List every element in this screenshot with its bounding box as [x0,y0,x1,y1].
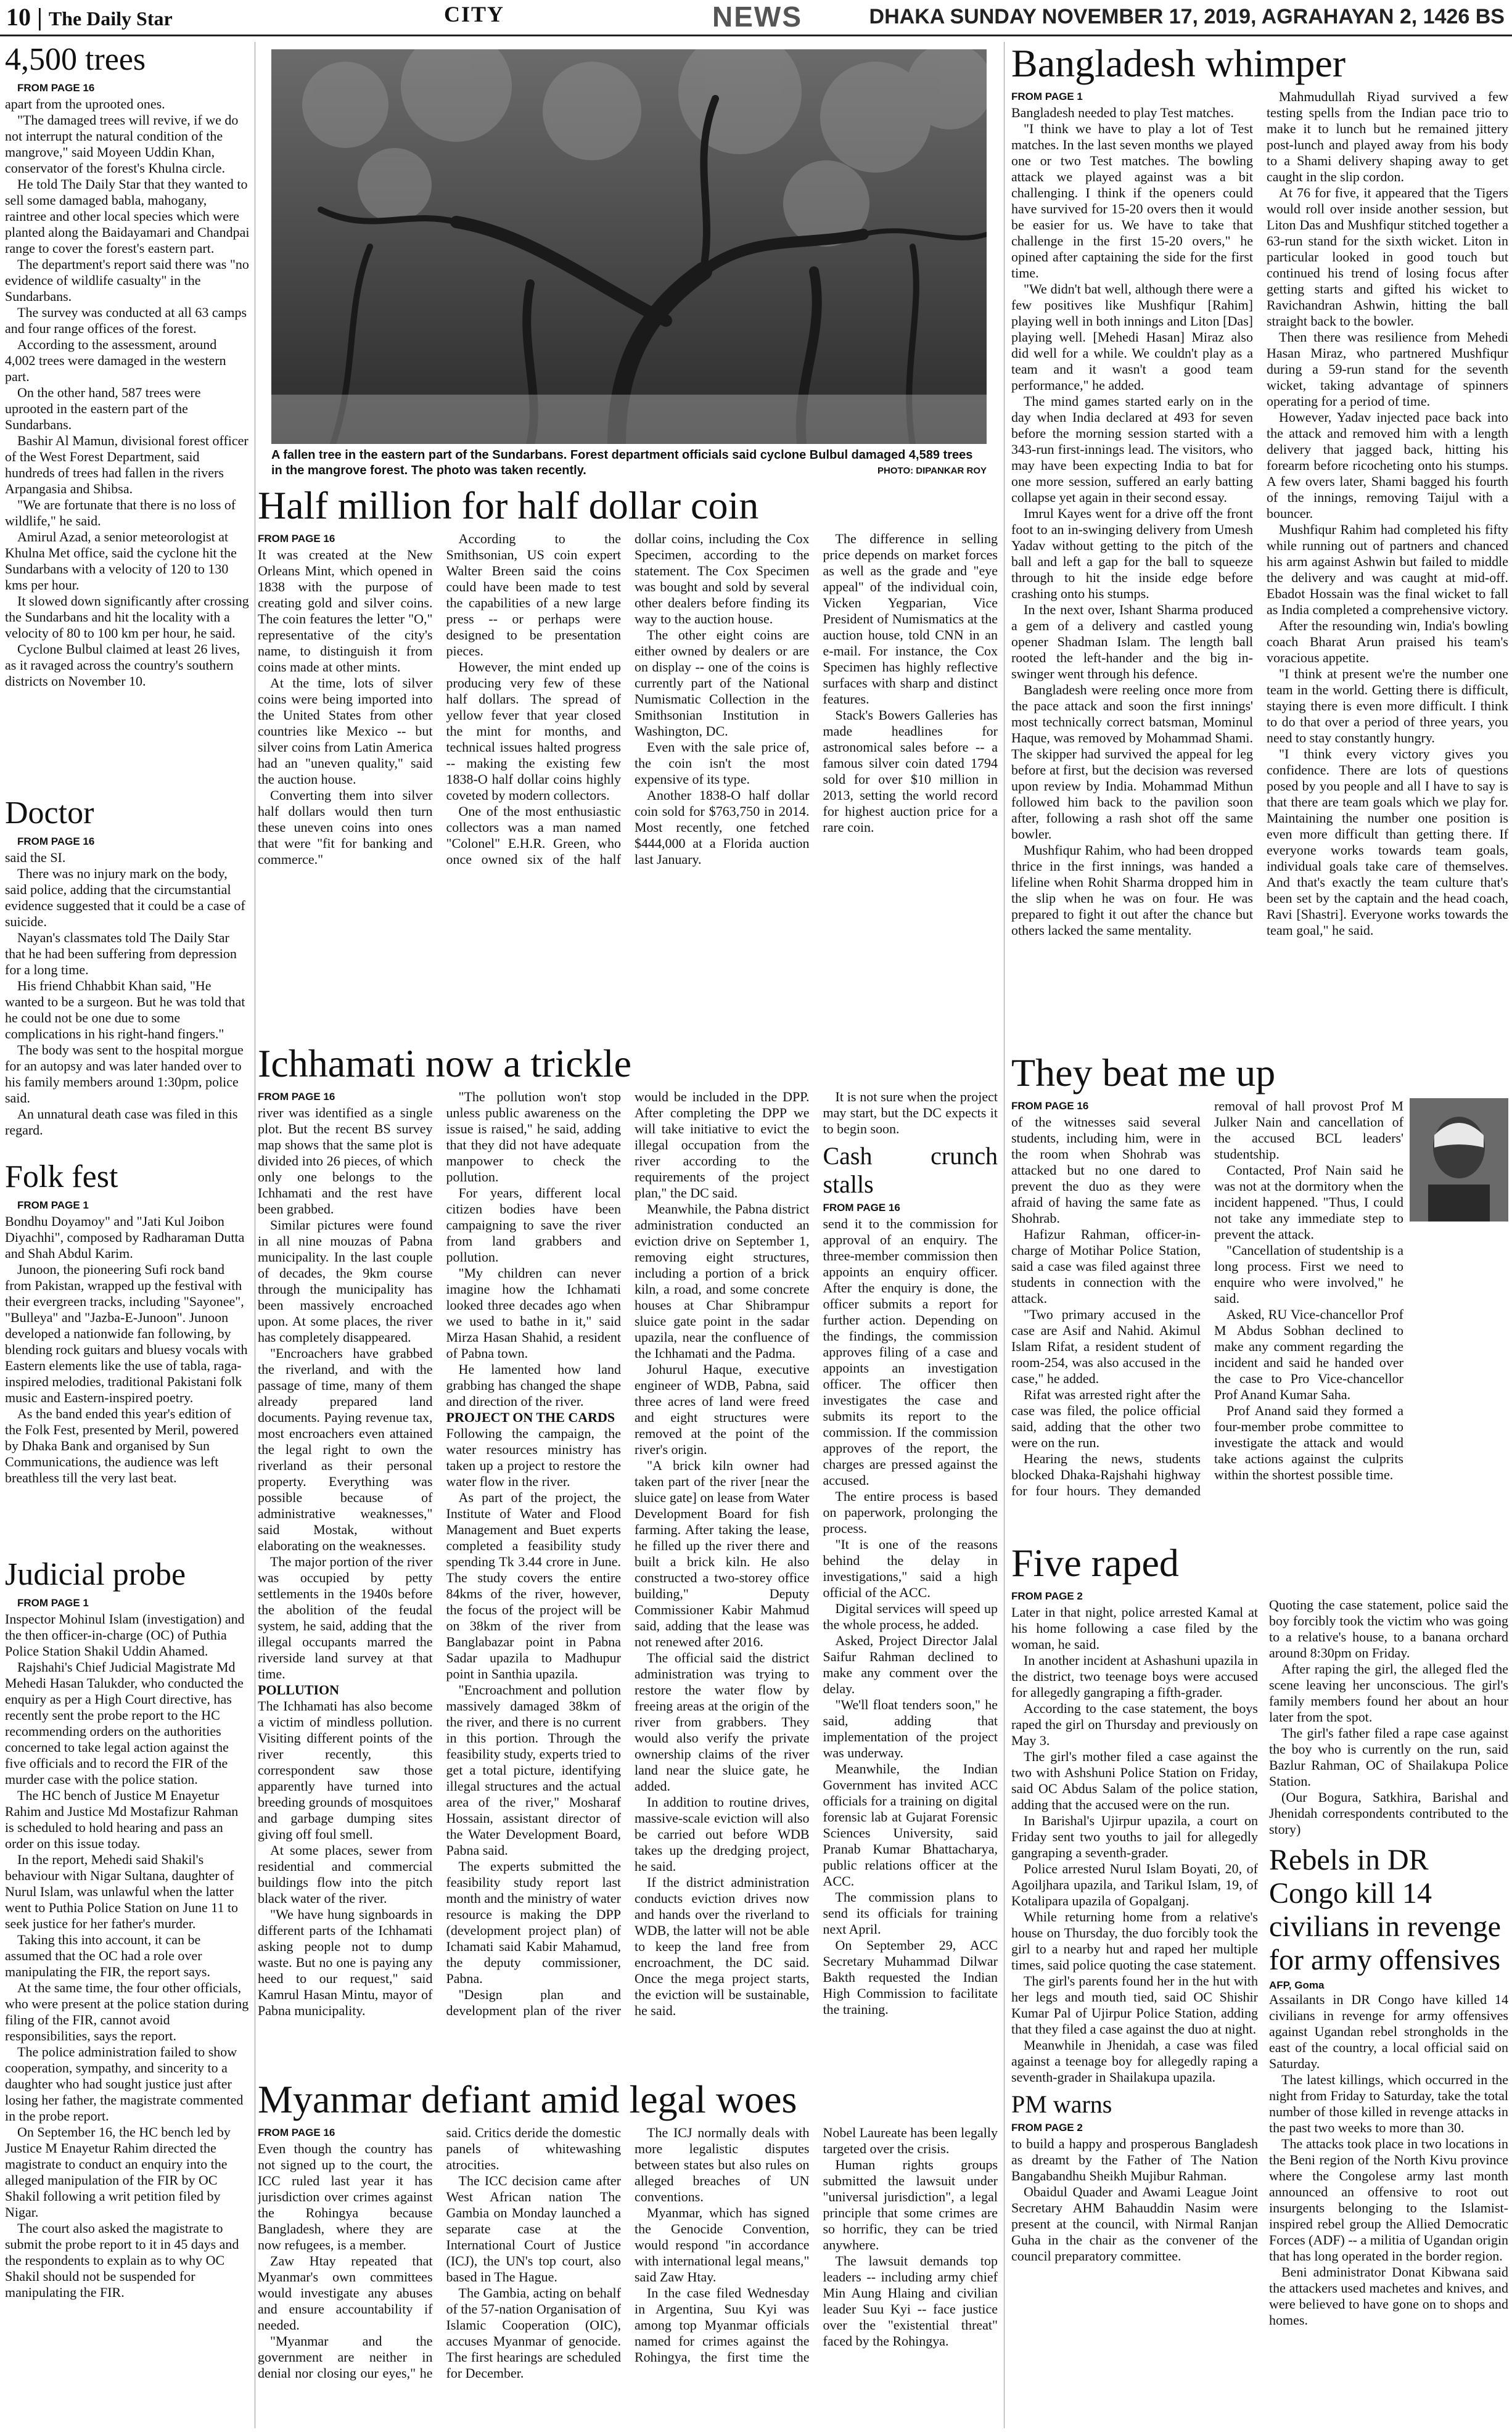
headline-five-raped: Five raped [1011,1542,1179,1585]
beat-body: FROM PAGE 16 of the witnesses said several students, including him, were in the room when Shohrab was attacked but no one dared to prevent the duo as they were afraid of having the same fate as Shohrab. Hafizur Rahman, officer-in-charge of Motihar Police Station, said a case was filed against three students in connection with the attack. "Two primary accused in the case are Asif and Nahid. Akimul Islam Rifat, a resident student of room-254, was also accused in the case," he added. Rifat was arrested right after the case was filed, the police official said, adding that the other two were on the run. Hearing the news, students blocked Dhaka-Rajshahi highway for four hours. They demanded removal of hall provost Prof M Julker Nain and cancellation of the accused BCL leaders' studentship. Contacted, Prof Nain said he was not at the dormitory when the incident happened. "Thus, I could not take any immediate step to prevent the attack. "Cancellation of studentship is a long process. First we need to enquire who were involved," he said. Asked, RU Vice-chancellor Prof M Abdus Sobhan declined to make any comment regarding the incident and said he handed over the case to Pro Vice-chancellor Prof Anand Kumar Saha. Prof Anand said they formed a four-member probe committee to investigate the attack and would take actions against the culprits within the shortest possible time. [1011,1098,1403,1498]
congo-body: Assailants in DR Congo have killed 14 civilians in revenge for army offensives against Ugandan rebel strongholds in the east of the country, a local official said on Saturday. The latest killings, which occurred in the night from Friday to Saturday, take the total number of those killed in revenge attacks in the past two weeks to more than 30. The attacks took place in two locations in the Beni region of the North Kivu province where the Congolese army last month announced an offensive to root out insurgents belonging to the Islamist-inspired rebel group the Allied Democratic Forces (ADF) -- a militia of Ugandan origin that has long operated in the border region. Beni administrator Donat Kibwana said the attackers used machetes and knives, and were believed to have gone on to shops and homes. [1269,1992,1508,2328]
jump-line: FROM PAGE 16 [258,2127,335,2138]
subhead-project: PROJECT ON THE CARDS [446,1410,615,1425]
jump-line: FROM PAGE 16 [17,82,95,94]
jump-line: FROM PAGE 1 [1011,91,1083,102]
headline-myanmar: Myanmar defiant amid legal woes [258,2078,797,2121]
jump-line: FROM PAGE 16 [823,1202,900,1213]
fallen-tree-image [271,49,987,444]
section-label: CITY [444,2,505,27]
dateline-congo: AFP, Goma [1269,1979,1325,1991]
jump-line: FROM PAGE 1 [17,1199,89,1211]
article-ichhamati [258,1042,998,2072]
paper-name: The Daily Star [48,7,173,30]
subhead-pollution: POLLUTION [258,1682,340,1698]
masthead [0,0,1512,36]
whimper-body: FROM PAGE 1 Bangladesh needed to play Test matches. "I think we have to play a lot of Test matches. In the last seven months we played one or two Test matches. The bowling attack we played against was a bit challenging. I think if the openers could have survived for 15-20 overs then it would be easier for us. We have to take that challenge in the first 15-20 overs," he opined after captaining the side for the first time. "We didn't bat well, although there were a few positives like Mushfiqur [Rahim] playing well in both innings and Liton [Das] playing well. [Mehedi Hasan] Miraz also did well for a while. We couldn't play as a team and it wasn't a good team performance," he added. The mind games started early on in the day when India declared at 493 for seven before the morning session started with a 343-run first-innings lead. The visitors, who may have been expecting India to bat for one more session, suffered an early batting collapse yet again in their second essay. Imrul Kayes went for a drive off the front foot to an in-swinging delivery from Umesh Yadav without getting to the pitch of the ball and left a gap for the ball to squeeze through to hit the inside edge before crashing onto his stumps. In the next over, Ishant Sharma produced a gem of a delivery and castled young opener Shadman Islam. The length ball rooted the left-hander and the big in-swinger went through his defence. Bangladesh were reeling once more from the pace attack and soon the first innings' most technically correct batsman, Mominul Haque, was removed by Mohammad Shami. The skipper had survived the appeal for leg before at first, but the decision was reversed upon review by India. Mohammad Mithun followed him back to the pavilion soon after, following a rash shot off the same bowler. Mushfiqur Rahim, who had been dropped thrice in the first innings, was handed a lifeline when Rohit Sharma dropped him in the slip when he was on four. He was prepared to fight it out after the chance but others lacked the same mentality. Mahmudullah Riyad survived a few testing spells from the Indian pace trio to make it to lunch but he remained jittery post-lunch and played away from his body to a Shami delivery shaping away to get caught in the slip cordon. At 76 for five, it appeared that the Tigers would roll over inside another session, but Liton Das and Mushfiqur stitched together a 63-run stand for the sixth wicket. Liton in particular looked in good touch but continued his trend of losing focus after getting starts and gifted his wicket to Ravichandran Ashwin, hitting the ball straight back to the bowler. Then there was resilience from Mehedi Hasan Miraz, who partnered Mushfiqur during a 59-run stand for the seventh wicket, taking advantage of spinners operating for a period of time. However, Yadav injected pace back into the attack and removed him with a length delivery that jagged back, hitting his forearm before ricocheting onto his stumps. A few overs later, Shami bagged his fourth of the innings, removing Taijul with a bouncer. Mushfiqur Rahim had completed his fifty while running out of partners and chanced his arm against Ashwin but failed to middle the delivery and was caught at mid-off. Ebadot Hossain was the final wicket to fall as India completed a comprehensive victory. After the resounding win, India's bowling coach Bharat Arun praised his team's voracious appetite. "I think at present we're the number one team in the world. Getting there is difficult, staying there is even more difficult. I think to do that over a period of three years, you need to stay constantly hungry. "I think every victory gives you confidence. There are lots of questions posed by you people and all I have to say is that there are team goals which we play for. Maintaining the number one position is even more difficult than getting there. If everyone works towards team goals, individual goals take care of themselves. And that's exactly the team culture that's been set by the captain and the head coach, Ravi [Shastri]. Everyone works towards the team goal," he said. [1011,89,1508,938]
sundarbans-photo [271,49,987,444]
article-doctor: Doctor FROM PAGE 16 said the SI. There was no injury mark on the body, said police, adding that the circumstantial evidence suggested that it could be a case of suicide. Nayan's classmates told The Daily Star that he had been suffering from depression for a long time. His friend Chhabbit Khan said, "He wanted to be a surgeon. But he was told that he could not be one due to some complications in his right-hand fingers." The body was sent to the hospital morgue for an autopsy and was later handed over to his family members around 1:30pm, police said. An unnatural death case was filed in this regard. [5,795,250,1159]
jump-line: FROM PAGE 1 [17,1597,89,1609]
jump-line: FROM PAGE 2 [1011,1590,1083,1602]
article-trees [5,42,250,788]
jump-line: FROM PAGE 16 [17,836,95,847]
headline-judicial-probe: Judicial probe [5,1557,186,1592]
half-million-body: FROM PAGE 16 It was created at the New Orleans Mint, which opened in 1838 with the purpose of creating gold and silver coins. The coin features the letter "O," representative of the city's name, to distinguish it from coins made at other mints. At the time, lots of silver coins were being imported into the United States from other countries like Mexico -- but silver coins from Latin America had an "uneven quality," said the auction house. Converting them into silver half dollars would then turn these uneven coins into ones that were "fit for banking and commerce." According to the Smithsonian, US coin expert Walter Breen said the coins could have been made to test the capabilities of a new large press -- or perhaps were designed to be presentation pieces. However, the mint ended up producing very few of these half dollars. The spread of yellow fever that year closed the mint for months, and technical issues halted progress -- making the existing few 1838-O half dollar coins highly coveted by modern collectors. One of the most enthusiastic collectors was a man named "Colonel" E.H.R. Green, who once owned six of the half dollar coins, including the Cox Specimen, according to the statement. The Cox Specimen was bought and sold by several other dealers before finding its way to the auction house. The other eight coins are either owned by dealers or are on display -- one of the coins is currently part of the National Numismatic Collection in the Smithsonian Institution in Washington, DC. Even with the sale price of, the coin isn't the most expensive of its type. Another 1838-O half dollar coin sold for $763,750 in 2014. Most recently, one fetched $444,000 at a Florida auction last January. The difference in selling price depends on market forces as well as the grade and "eye appeal" of the individual coin, Vicken Yegparian, Vice President of Numismatics at the auction house, told CNN in an e-mail. For instance, the Cox Specimen has highly reflective surfaces with sharp and distinct features. Stack's Bowers Galleries has made headlines for astronomical sales before -- a famous silver coin dated 1794 sold for over $10 million in 2013, setting the world record for highest auction price for a rare coin. [258,531,998,867]
article-they-beat-me-up [1011,1051,1508,1545]
column-rule [1004,42,1005,2428]
article-five-raped [1011,1542,1258,2429]
photo-caption: A fallen tree in the eastern part of the Sundarbans. Forest department officials said cyclone Bulbul damaged 4,589 trees in the mangrove forest. The photo was taken recently. PHOTO: DIPANKAR ROY [271,448,987,477]
jump-line: FROM PAGE 16 [1011,1100,1089,1112]
headline-bangladesh-whimper: Bangladesh whimper [1011,42,1346,85]
headline-cash-crunch: Cash crunch stalls [823,1142,998,1198]
jump-line: FROM PAGE 16 [258,533,335,544]
headline-folk-fest: Folk fest [5,1159,118,1194]
headline-half-million: Half million for half dollar coin [258,484,759,527]
page-number-and-paper: 10 | The Daily Star [6,3,173,31]
article-five-raped-continued [1269,1597,1508,2429]
article-judicial-probe: Judicial probe FROM PAGE 1 Inspector Mohinul Islam (investigation) and the then officer-in-charge (OC) of Puthia Police Station Shakil Uddin Ahamed. Rajshahi's Chief Judicial Magistrate Md Mehedi Hasan Talukder, who conducted the enquiry as per a High Court directive, has recently sent the probe report to the HC recommending orders on the authorities concerned to take legal action against the five officials and to record the FIR of the murder case with the police station. The HC bench of Justice M Enayetur Rahim and Justice Md Mostafizur Rahman is scheduled to hold hearing and pass an order on this issue today. In the report, Mehedi said Shakil's behaviour with Nigar Sultana, daughter of Nurul Islam, was unlawful when the latter went to Puthia Police Station on June 11 to seek justice for her father's murder. Taking this into account, it can be assumed that the OC had a role over manipulating the FIR, the report says. At the same time, the four other officials, who were present at the police station during filing of the FIR, cannot avoid responsibilities, says the report. The police administration failed to show cooperation, sympathy, and sincerity to a daughter who had sought justice just after losing her father, the magistrate commented in the probe report. On September 16, the HC bench led by Justice M Enayetur Rahim directed the magistrate to conduct an enquiry into the alleged manipulation of the FIR by OC Shakil following a writ petition filed by Nigar. The court also asked the magistrate to submit the probe report to it in 45 days and the respondents to explain as to why OC Shakil should not be suspended for manipulating the FIR. [5,1557,250,2429]
raped-body-continued: Quoting the case statement, police said the boy forcibly took the victim who was going to a relative's house, to a banana orchard around 8:30pm on Friday. After raping the girl, the alleged fled the scene leaving her unconscious. The girl's family members found her about an hour later from the spot. The girl's father filed a rape case against the boy who is currently on the run, said Bazlur Rahman, OC of Shailakupa Police Station. (Our Bogura, Satkhira, Barishal and Jhenidah correspondents contributed to the story) [1269,1597,1508,1837]
headline-trees: 4,500 trees [5,42,146,77]
news-label: NEWS [712,1,802,33]
injured-student-image [1410,1098,1508,1222]
headline-doctor: Doctor [5,795,94,831]
article-bangladesh-whimper [1011,42,1508,1047]
page-number: 10 [6,3,31,31]
headline-congo: Rebels in DR Congo kill 14 civilians in revenge for army offensives [1269,1844,1501,1976]
ichhamati-body: FROM PAGE 16 river was identified as a single plot. But the recent BS survey map shows that the same plot is divided into 26 pieces, of which only one belongs to the Ichhamati and the rest have been grabbed. Similar pictures were found in all nine mouzas of Pabna municipality. In the last couple of decades, the 9km course through the municipality has been massively encroached upon. At some places, the river has completely disappeared. "Encroachers have grabbed the riverland, and with the passage of time, many of them already prepared land documents. Paying revenue tax, most encroachers even attained the legal right to own the riverland as their personal property. Everything was possible because of administrative weaknesses," said Mostak, without elaborating on the weaknesses. The major portion of the river was occupied by petty settlements in the 1940s before the abolition of the feudal system, he said, adding that the illegal occupants marred the riverside land survey at that time. POLLUTION The Ichhamati has also become a victim of mindless pollution. Visiting different points of the river recently, this correspondent saw those apparently have turned into breeding grounds of mosquitoes and garbage dumping sites giving off foul smell. At some places, sewer from residential and commercial buildings flow into the pitch black water of the river. "We have hung signboards in different parts of the Ichhamati asking people not to dump waste. But no one is paying any heed to our request," said Kamrul Hasan Mintu, mayor of Pabna municipality. "The pollution won't stop unless public awareness on the issue is raised," he said, adding that they did not have adequate manpower to check the pollution. For years, different local citizen bodies have been campaigning to save the river from land grabbers and pollution. "My children can never imagine how the Ichhamati looked three decades ago when we used to bathe in it," said Mirza Hasan Shahid, a resident of Pabna town. He lamented how land grabbing has changed the shape and direction of the river. PROJECT ON THE CARDS Following the campaign, the water resources ministry has taken up a project to restore the water flow in the river. As part of the project, the Institute of Water and Flood Management and Buet experts completed a feasibility study spending Tk 3.44 crore in June. The study covers the entire 84kms of the river, however, the focus of the project will be on 38km of the river from Banglabazar point in Pabna Sadar upazila to Madhupur point in Santhia upazila. "Encroachment and pollution massively damaged 38km of the river, and there is no current in this portion. Through the feasibility study, experts tried to get a total picture, identifying illegal structures and the actual area of the river," Mosharaf Hossain, assistant director of the Water Development Board, Pabna said. The experts submitted the feasibility study report last month and the ministry of water resource is making the DPP (development project plan) of Ichamati said Kabir Mahamud, the deputy commissioner, Pabna. "Design plan and development plan of the river would be included in the DPP. After completing the DPP we will take initiative to evict the illegal occupation from the river according to the requirements of the project plan," the DC said. Meanwhile, the Pabna district administration conducted an eviction drive on September 1, removing eight structures, including a portion of a brick kiln, a road, and some concrete houses at Char Shibrampur sluice gate point in the sadar upazila, near the confluence of the Ichhamati and the Padma. Johurul Haque, executive engineer of WDB, Pabna, said three acres of land were freed and eight structures were removed at the point of the river's origin. "A brick kiln owner had taken part of the river [near the sluice gate] on lease from Water Development Board for fish farming. After taking the lease, he filled up the river there and built a brick kiln. He also constructed a two-storey office building," Deputy Commissioner Kabir Mahmud said, adding that the lease was not renewed after 2016. The official said the district administration was trying to restore the water flow by freeing areas at the origin of the river from grabbers. They would also verify the private ownership claims of the river land near the sluice gate, he added. In addition to routine drives, massive-scale eviction will also be carried out before WDB takes up the dredging project, he said. If the district administration conducts eviction drives now and hands over the riverland to WDB, the latter will not be able to keep the land free from encroachment, the DC said. Once the mega project starts, the eviction will be sustainable, he said. It is not sure when the project may start, but the DC expects it to begin soon. Cash crunch stalls FROM PAGE 16 send it to the commission for approval of an enquiry. The three-member commission then appoints an enquiry officer. After the enquiry is done, the officer submits a report for further action. Depending on the findings, the commission approves filing of a case and appoints an investigation officer. The officer then investigates the case and submits its report to the commission. If the commission approves of the report, the charges are pressed against the accused. The entire process is based on paperwork, prolonging the process. "It is one of the reasons behind the delay in investigations," said a high official of the ACC. Digital services will speed up the whole process, he added. Asked, Project Director Jalal Saifur Rahman declined to make any comment over the delay. "We'll float tenders soon," he said, adding that implementation of the project was underway. Meanwhile, the Indian Government has invited ACC officials for a training on digital forensic lab at Gujarat Forensic Sciences University, said Pranab Kumar Bhattacharya, public relations officer at the ACC. The commission plans to send its officials for training next April. On September 29, ACC Secretary Muhammad Dilwar Bakth requested the Indian High Commission to facilitate the training. [258,1089,998,2018]
issue-date: DHAKA SUNDAY NOVEMBER 17, 2019, AGRAHAYAN 2, 1426 BS [869,5,1505,28]
photo-credit: PHOTO: DIPANKAR ROY [877,466,987,476]
headline-they-beat-me-up: They beat me up [1011,1051,1276,1094]
trees-body: apart from the uprooted ones. "The damaged trees will revive, if we do not interrupt the natural condition of the mangrove," said Moyeen Uddin Khan, conservator of the forest's Khulna circle. He told The Daily Star that they wanted to sell some damaged babla, mahogany, raintree and other local species which were planted along the Baidayamari and Chandpai range to cover the forest's eastern part. The department's report said there was "no evidence of wildlife casualty" in the Sundarbans. The survey was conducted at all 63 camps and four range offices of the forest. According to the assessment, around 4,002 trees were damaged in the western part. On the other hand, 587 trees were uprooted in the eastern part of the Sundarbans. Bashir Al Mamun, divisional forest officer of the West Forest Department, said hundreds of trees had fallen in the rivers Arpangasia and Shibsa. "We are fortunate that there is no loss of wildlife," he said. Amirul Azad, a senior meteorologist at Khulna Met office, said the cyclone hit the Sundarbans with a velocity of 120 to 130 kms per hour. It slowed down significantly after crossing the Sundarbans and hit the locality with a velocity of 80 to 100 km per hour, he said. Cyclone Bulbul claimed at least 26 lives, as it ravaged across the country's southern districts on November 10. [5,96,250,689]
raped-body: FROM PAGE 2 Later in that night, police arrested Kamal at his home following a case filed by the woman, he said. In another incident at Ashashuni upazila in the district, two teenage boys were accused for allegedly gangraping a fifth-grader. According to the case statement, the boys raped the girl on Thursday and previously on May 3. The girl's mother filed a case against the two with Ashshuni Police Station on Friday, said OC Abdus Salam of the police station, adding that the accused were on the run. In Barishal's Ujirpur upazila, a court on Friday sent two youths to jail for allegedly gangraping a seventh-grader. Police arrested Nurul Islam Boyati, 20, of Agoiljhara upazila, and Tarikul Islam, 19, of Kotalipara upazila of Gopalganj. While returning home from a relative's house on Thursday, the duo forcibly took the girl to a nearby hut and raped her multiple times, said police quoting the case statement. The girl's parents found her in the hut with her legs and mouth tied, said OC Shishir Kumar Pal of Ujirpur Police Station, adding that they filed a case against the duo at night. Meanwhile in Jhenidah, a case was filed against a teenage boy for allegedly raping a seventh-grader in Shailakupa upazila. PM warns FROM PAGE 2 to build a happy and prosperous Bangladesh as dreamt by the Father of The Nation Bangabandhu Sheikh Mujibur Rahman. Obaidul Quader and Awami League Joint Secretary AHM Bahauddin Nasim were present at the council, with Nirmal Ranjan Guha in the chair as the convener of the council preparatory committee. [1011,1588,1258,2264]
headline-pm-warns: PM warns [1011,2090,1112,2118]
jump-line: FROM PAGE 2 [1011,2122,1083,2133]
headline-ichhamati: Ichhamati now a trickle [258,1042,631,1085]
article-half-million [258,484,998,1067]
article-folk-fest: Folk fest FROM PAGE 1 Bondhu Doyamoy" and "Jati Kul Joibon Diyachhi", composed by Radharaman Dutta and Shah Abdul Karim. Junoon, the pioneering Sufi rock band from Pakistan, wrapped up the festival with their evergreen tracks, including "Sayonee", "Bulleya" and "Jazba-E-Junoon". Junoon developed a nationwide fan following, by blending rock guitars and bluesy vocals with Eastern elements like the use of tabla, raga-inspired melodies, traditional Pakistani folk music and Eastern-inspired poetry. As the band ended this year's edition of the Folk Fest, presented by Meril, powered by Dhaka Bank and organised by Sun Communications, the audience was left breathless till the very last beat. [5,1159,250,1554]
victim-photo [1410,1098,1508,1222]
myanmar-body: FROM PAGE 16 Even though the country has not signed up to the court, the ICC ruled last year it has jurisdiction over crimes against the Rohingya because Bangladesh, where they are now refugees, is a member. Zaw Htay repeated that Myanmar's own committees would investigate any abuses and ensure accountability if needed. "Myanmar and the government are neither in denial nor closing our eyes," he said. Critics deride the domestic panels of whitewashing atrocities. The ICC decision came after West African nation The Gambia on Monday launched a separate case at the International Court of Justice (ICJ), the UN's top court, also based in The Hague. The Gambia, acting on behalf of the 57-nation Organisation of Islamic Cooperation (OIC), accuses Myanmar of genocide. The first hearings are scheduled for December. The ICJ normally deals with more legalistic disputes between states but also rules on alleged breaches of UN conventions. Myanmar, which has signed the Genocide Convention, would respond "in accordance with international legal means," said Zaw Htay. In the case filed Wednesday in Argentina, Suu Kyi was among top Myanmar officials named for crimes against the Rohingya, the first time the Nobel Laureate has been legally targeted over the crisis. Human rights groups submitted the lawsuit under "universal jurisdiction", a legal principle that some crimes are so horrific, they can be tried anywhere. The lawsuit demands top leaders -- including army chief Min Aung Hlaing and civilian leader Suu Kyi -- face justice over the "existential threat" faced by the Rohingya. [258,2125,998,2381]
article-myanmar [258,2078,998,2429]
jump-line: FROM PAGE 16 [258,1091,335,1103]
